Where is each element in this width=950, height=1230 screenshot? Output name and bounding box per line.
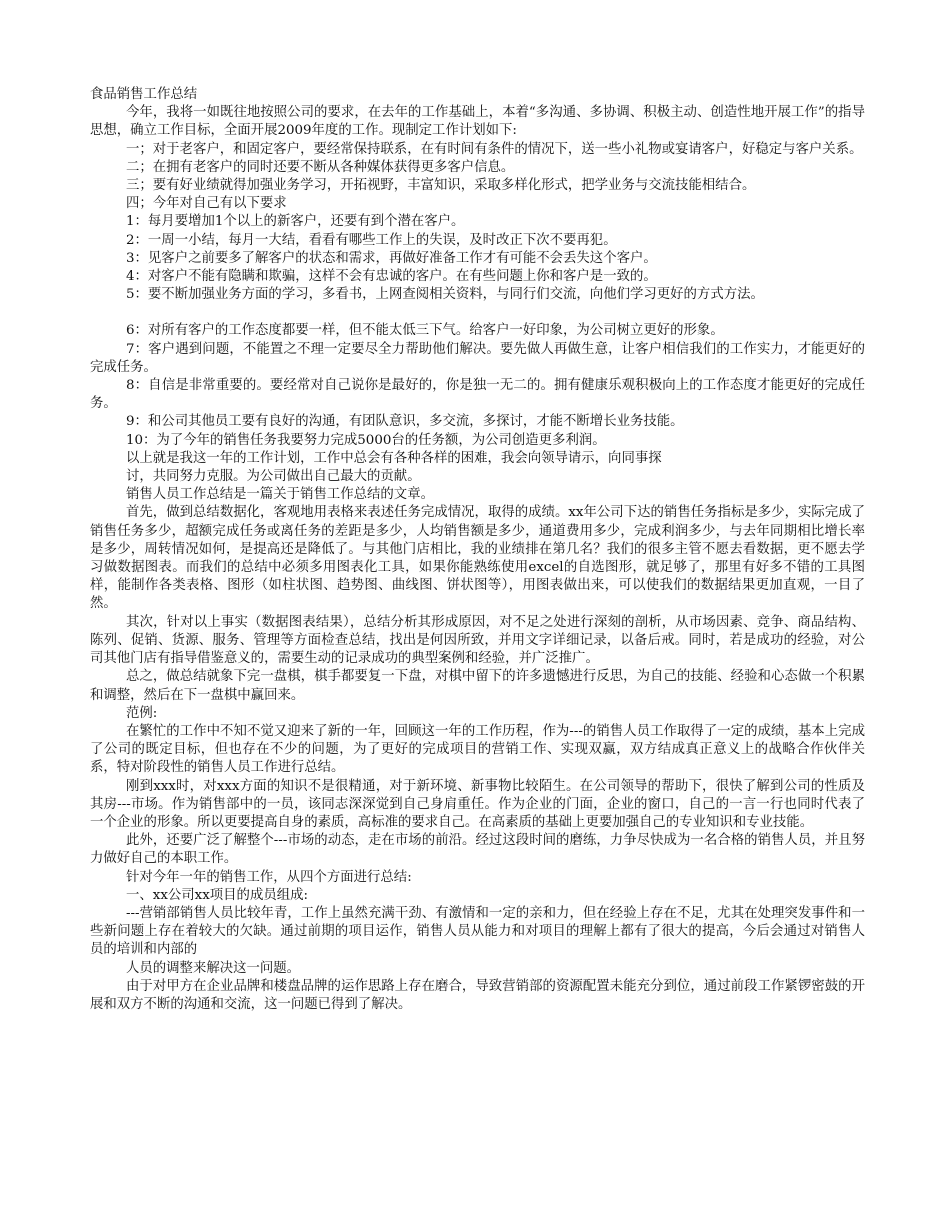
paragraph: 在繁忙的工作中不知不觉又迎来了新的一年，回顾这一年的工作历程，作为---的销售人员工作取得了一定的成绩，基本上完成了公司的既定目标，但也存在不少的问题，为了更好的完成项目的营销工作、实现双赢，双方结成真正意义上的战略合作伙伴关系，特对阶段性的销售人员工作进行总结。 — [90, 723, 865, 776]
paragraph: 9：和公司其他员工要有良好的沟通，有团队意识，多交流，多探讨，才能不断增长业务技能。 — [126, 414, 684, 430]
paragraph: 6：对所有客户的工作态度都要一样，但不能太低三下气。给客户一好印象，为公司树立更好的形象。 — [126, 323, 724, 339]
paragraph: 10：为了今年的销售任务我要努力完成5000台的任务额，为公司创造更多利润。 — [126, 432, 606, 448]
paragraph: 8：自信是非常重要的。要经常对自己说你是最好的，你是独一无二的。拥有健康乐观积极向上的工作态度才能更好的完成任务。 — [90, 378, 865, 412]
paragraph: 此外，还要广泛了解整个---市场的动态，走在市场的前沿。经过这段时间的磨练，力争尽快成为一名合格的销售人员，并且努力做好自己的本职工作。 — [90, 833, 865, 867]
paragraph: 其次，针对以上事实（数据图表结果），总结分析其形成原因，对不足之处进行深刻的剖析，从市场因素、竞争、商品结构、陈列、促销、货源、服务、管理等方面检查总结，找出是何因所致，并用文字详细记录，以备后戒。同时，若是成功的经验，对公司其他门店有指导借鉴意义的，需要生动的记录成功的典型案例和经验，并广泛推广。 — [90, 614, 865, 667]
paragraph: 刚到xxx时，对xxx方面的知识不是很精通，对于新环境、新事物比较陌生。在公司领导的帮助下，很快了解到公司的性质及其房---市场。作为销售部中的一员，该同志深深觉到自己身肩重任。作为企业的门面，企业的窗口，自己的一言一行也同时代表了一个企业的形象。所以更要提高自身的素质，高标准的要求自己。在高素质的基础上更要加强自己的专业知识和专业技能。 — [90, 778, 865, 830]
paragraph: 四；今年对自己有以下要求 — [126, 196, 287, 212]
paragraph: 4：对客户不能有隐瞒和欺骗，这样不会有忠诚的客户。在有些问题上你和客户是一致的。 — [126, 269, 657, 285]
document-title: 食品销售工作总结 — [90, 87, 198, 102]
paragraph: 针对今年一年的销售工作，从四个方面进行总结: — [126, 869, 412, 885]
paragraph: 5：要不断加强业务方面的学习，多看书，上网查阅相关资料，与同行们交流，向他们学习更好的方式方法。 — [126, 287, 764, 303]
paragraph: 总之，做总结就象下完一盘棋，棋手都要复一下盘，对棋中留下的许多遗憾进行反思，为自己的技能、经验和心态做一个积累和调整，然后在下一盘棋中赢回来。 — [90, 669, 865, 703]
document-body — [90, 86, 865, 1014]
paragraph: 以上就是我这一年的工作计划，工作中总会有各种各样的困难，我会向领导请示，向同事探 — [126, 450, 662, 466]
paragraph: 今年，我将一如既往地按照公司的要求，在去年的工作基础上，本着“多沟通、多协调、积极主动、创造性地开展工作”的指导思想，确立工作目标，全面开展2009年度的工作。现制定工作计划如下: — [90, 105, 865, 139]
paragraph: 三；要有好业绩就得加强业务学习，开拓视野，丰富知识，采取多样化形式，把学业务与交流技能相结合。 — [126, 178, 756, 194]
paragraph: 一；对于老客户，和固定客户，要经常保持联系，在有时间有条件的情况下，送一些小礼物或宴请客户，好稳定与客户关系。 — [126, 141, 863, 157]
paragraph: 销售人员工作总结是一篇关于销售工作总结的文章。 — [126, 487, 434, 503]
paragraph: ---营销部销售人员比较年青，工作上虽然充满干劲、有激情和一定的亲和力，但在经验上存在不足，尤其在处理突发事件和一些新问题上存在着较大的欠缺。通过前期的项目运作，销售人员从能力和对项目的理解上都有了很大的提高，今后会通过对销售人员的培训和内部的 — [90, 905, 865, 958]
paragraph: 讨，共同努力克服。为公司做出自己最大的贡献。 — [126, 469, 421, 485]
paragraph: 7：客户遇到问题，不能置之不理一定要尽全力帮助他们解决。要先做人再做生意，让客户相信我们的工作实力，才能更好的完成任务。 — [90, 341, 865, 375]
paragraph: 2：一周一小结，每月一大结，看看有哪些工作上的失误，及时改正下次不要再犯。 — [126, 232, 617, 248]
paragraph: 1：每月要增加1个以上的新客户，还要有到个潜在客户。 — [126, 214, 465, 230]
paragraph: 首先，做到总结数据化，客观地用表格来表述任务完成情况，取得的成绩。xx年公司下达的销售任务指标是多少，实际完成了销售任务多少，超额完成任务或离任务的差距是多少，人均销售额是多少，通道费用多少，完成利润多少，与去年同期相比增长率是多少，周转情况如何，是提高还是降低了。与其他门店相比，我的业绩排在第几名？我们的很多主管不愿去看数据，更不愿去学习做数据图表。而我们的总结中必须多用图表化工具，如果你能熟练使用excel的自选图形，就足够了，那里有好多不错的工具图样，能制作各类表格、图形（如柱状图、趋势图、曲线图、饼状图等），用图表做出来，可以使我们的数据结果更加直观，一目了然。 — [90, 505, 865, 612]
paragraph: 人员的调整来解决这一问题。 — [126, 960, 301, 976]
paragraph: 一、xx公司xx项目的成员组成: — [126, 887, 309, 903]
paragraph: 由于对甲方在企业品牌和楼盘品牌的运作思路上存在磨合，导致营销部的资源配置未能充分到位，通过前段工作紧锣密鼓的开展和双方不断的沟通和交流，这一问题已得到了解决。 — [90, 978, 865, 1012]
paragraph: 3：见客户之前要多了解客户的状态和需求，再做好准备工作才有可能不会丢失这个客户。 — [126, 250, 657, 266]
blank-line — [90, 304, 865, 322]
paragraph: 二；在拥有老客户的同时还要不断从各种媒体获得更多客户信息。 — [126, 159, 515, 175]
paragraph: 范例: — [126, 705, 158, 721]
